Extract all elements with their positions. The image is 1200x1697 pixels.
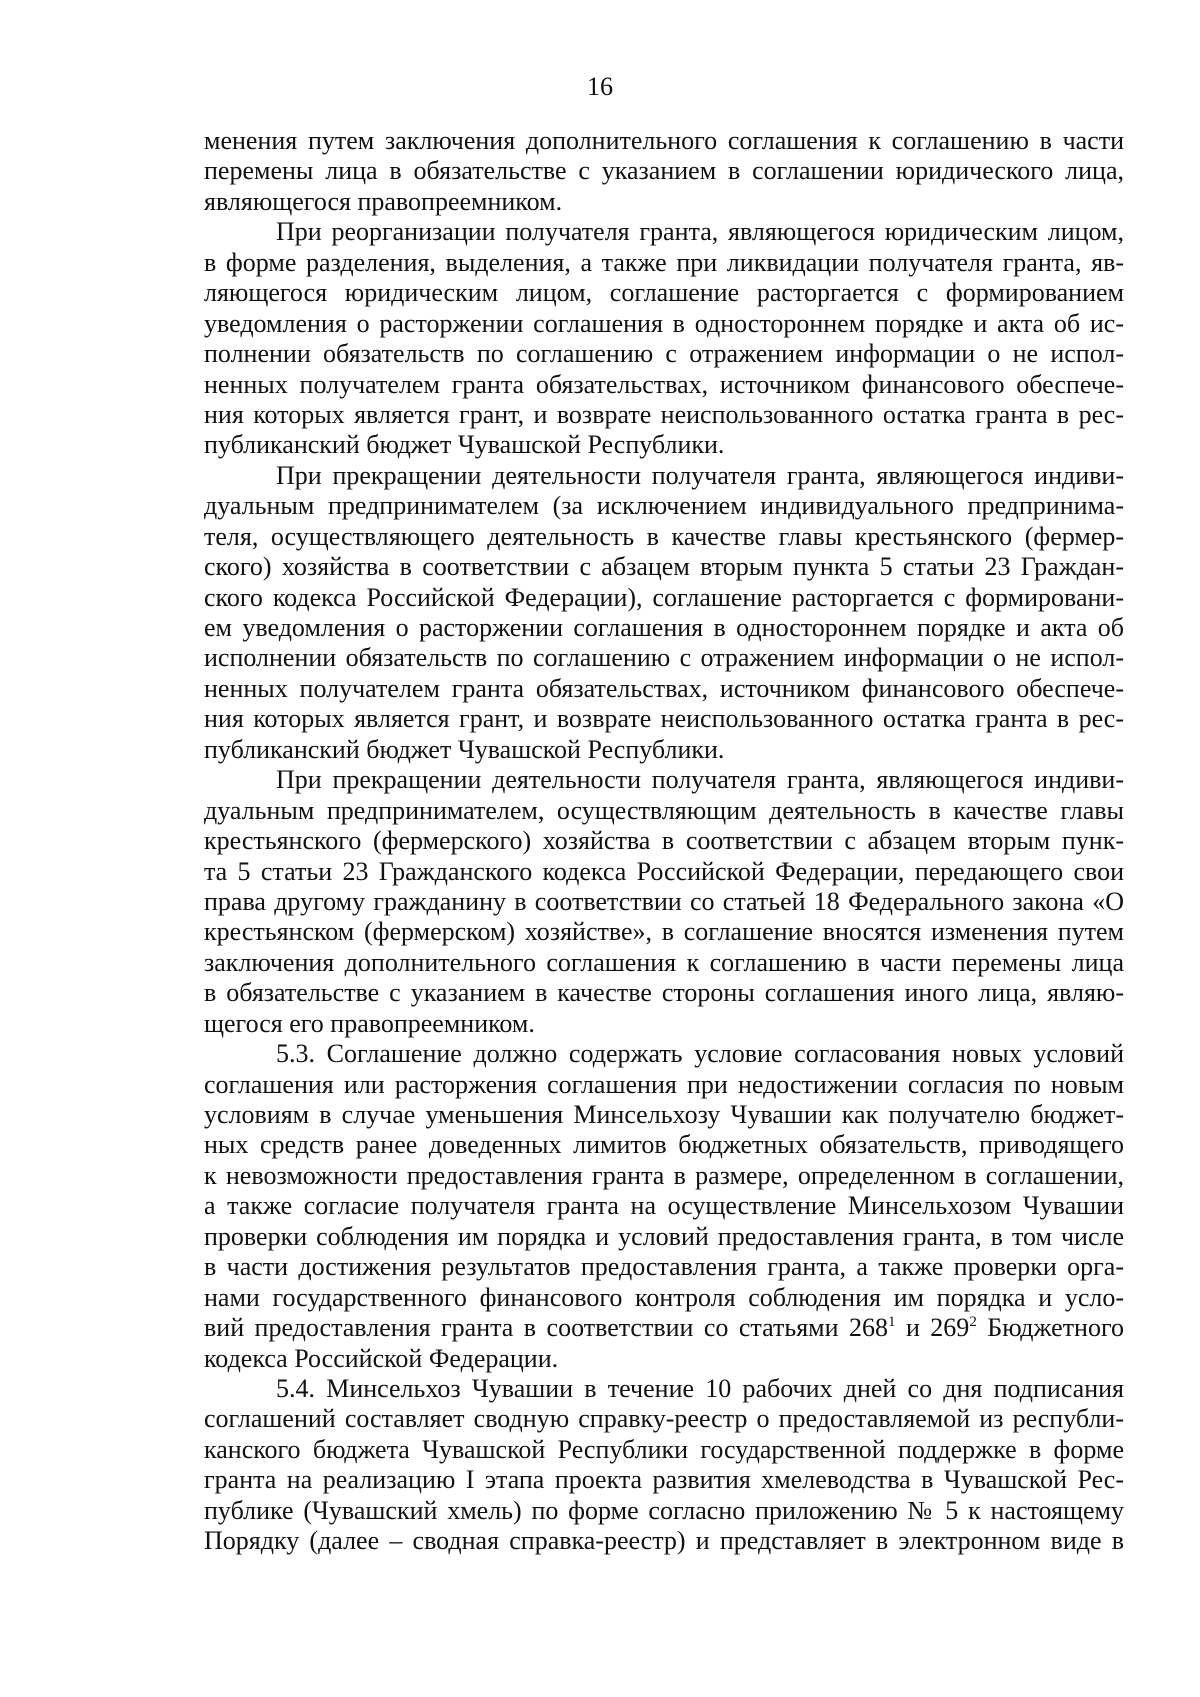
text-line: ненных получателем гранта обязательствах, источником финансового обеспече-: [204, 369, 1124, 399]
text-line: [204, 1313, 1124, 1343]
text-line: При реорганизации получателя гранта, являющегося юридическим лицом,: [276, 217, 1124, 247]
text-line: соглашений составляет сводную справку-реестр о предоставляемой из республи-: [204, 1404, 1124, 1434]
text-line: права другому гражданину в соответствии со статьей 18 Федерального закона «О: [204, 886, 1124, 916]
text-line: ненных получателем гранта обязательствах, источником финансового обеспече-: [204, 673, 1124, 703]
text-line: дуальным предпринимателем, осуществляющим деятельность в качестве главы: [204, 795, 1124, 825]
text-line: нами государственного финансового контроля соблюдения им порядка и усло-: [204, 1282, 1124, 1312]
text-line: к невозможности предоставления гранта в размере, определенном в соглашении,: [204, 1160, 1124, 1190]
superscript: 2: [969, 1314, 977, 1331]
text-span: и 269: [895, 1313, 970, 1343]
text-line: ского кодекса Российской Федерации), соглашение расторгается с формировани-: [204, 582, 1124, 612]
text-line: перемены лица в обязательстве с указанием в соглашении юридического лица,: [204, 156, 1124, 186]
text-line: ем уведомления о расторжении соглашения в одностороннем порядке и акта об: [204, 613, 1124, 642]
text-line: ского) хозяйства в соответствии с абзацем вторым пункта 5 статьи 23 Граждан-: [204, 552, 1124, 582]
text-line: в форме разделения, выделения, а также при ликвидации получателя гранта, яв-: [204, 247, 1124, 277]
text-line: крестьянском (фермерском) хозяйстве», в соглашение вносятся изменения путем: [204, 917, 1124, 947]
text-line: соглашения или расторжения соглашения при недостижении согласия по новым: [204, 1069, 1124, 1099]
text-span: Бюджетного: [976, 1313, 1124, 1343]
page-number: 16: [587, 72, 613, 101]
text-line: проверки соблюдения им порядка и условий предоставления гранта, в том числе: [204, 1221, 1124, 1251]
text-line: публике (Чувашский хмель) по форме согласно приложению № 5 к настоящему: [204, 1495, 1124, 1525]
text-line: ния которых является грант, и возврате неиспользованного остатка гранта в рес-: [204, 704, 1124, 734]
text-line: При прекращении деятельности получателя гранта, являющегося индиви-: [276, 765, 1124, 795]
text-line: ляющегося юридическим лицом, соглашение расторгается с формированием: [204, 278, 1124, 308]
text-line: являющегося правопреемником.: [204, 186, 563, 216]
text-line: публиканский бюджет Чувашской Республики.: [204, 430, 725, 460]
text-line: менения путем заключения дополнительного соглашения к соглашению в части: [204, 126, 1124, 155]
text-line: Порядку (далее – сводная справка-реестр) и представляет в электронном виде в: [204, 1526, 1124, 1556]
document-body: [204, 126, 1124, 1557]
text-line: исполнении обязательств по соглашению с отражением информации о не испол-: [204, 643, 1124, 673]
text-line: гранта на реализацию I этапа проекта развития хмелеводства в Чувашской Рес-: [204, 1465, 1124, 1495]
text-line: а также согласие получателя гранта на осуществление Минсельхозом Чувашии: [204, 1191, 1124, 1221]
text-span: вий предоставления гранта в соответствии со статьями 268: [204, 1313, 888, 1343]
text-line: ных средств ранее доведенных лимитов бюджетных обязательств, приводящего: [204, 1130, 1124, 1160]
text-line: 5.3. Соглашение должно содержать условие согласования новых условий: [276, 1039, 1124, 1069]
text-line: теля, осуществляющего деятельность в качестве главы крестьянского (фермер-: [204, 521, 1124, 551]
text-line: та 5 статьи 23 Гражданского кодекса Российской Федерации, передающего свои: [204, 856, 1124, 886]
text-line: При прекращении деятельности получателя гранта, являющегося индиви-: [276, 460, 1124, 490]
text-line: уведомления о расторжении соглашения в одностороннем порядке и акта об ис-: [204, 308, 1124, 338]
text-line: заключения дополнительного соглашения к соглашению в части перемены лица: [204, 947, 1124, 977]
text-line: 5.4. Минсельхоз Чувашии в течение 10 рабочих дней со дня подписания: [276, 1373, 1124, 1403]
text-line: дуальным предпринимателем (за исключением индивидуального предпринима-: [204, 491, 1124, 521]
text-line: в части достижения результатов предоставления гранта, а также проверки орга-: [204, 1252, 1124, 1282]
superscript: 1: [887, 1314, 896, 1331]
text-line: канского бюджета Чувашской Республики государственной поддержке в форме: [204, 1434, 1124, 1464]
text-line: публиканский бюджет Чувашской Республики.: [204, 734, 725, 764]
text-line: кодекса Российской Федерации.: [204, 1343, 559, 1373]
text-line: ния которых является грант, и возврате неиспользованного остатка гранта в рес-: [204, 399, 1124, 429]
text-line: крестьянского (фермерского) хозяйства в соответствии с абзацем вторым пунк-: [204, 826, 1124, 856]
text-line: щегося его правопреемником.: [204, 1008, 535, 1038]
text-line: полнении обязательств по соглашению с отражением информации о не испол-: [204, 339, 1124, 369]
text-line: в обязательстве с указанием в качестве стороны соглашения иного лица, являю-: [204, 978, 1124, 1008]
text-line: условиям в случае уменьшения Минсельхозу Чувашии как получателю бюджет-: [204, 1100, 1124, 1129]
